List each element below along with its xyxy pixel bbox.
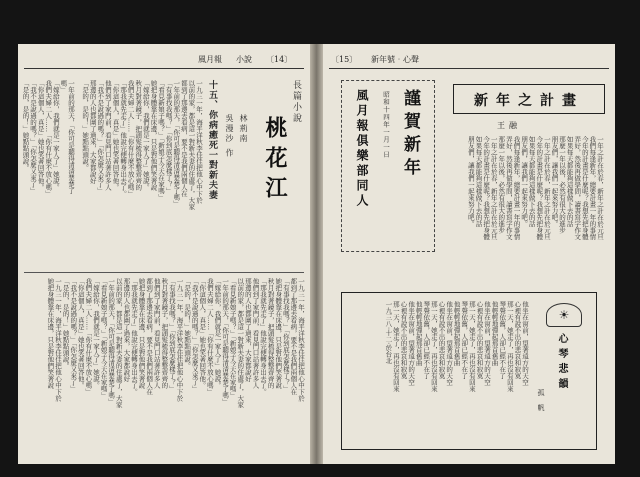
essay-column: 我們每逢新年，總要計畫一年的事情 — [588, 136, 597, 240]
body-column: 「那我就先走了」他說完便轉身出去了。 — [129, 278, 138, 395]
essay-column: 那麼一年以後，必然有很大的進步 — [497, 136, 506, 234]
left-section-label: 小說 — [236, 55, 252, 64]
body-column: 「你這個人，真是」她也笑著回答他。 — [36, 80, 45, 191]
essay-column: 今年的計畫是什麼呢？我想先把身體 — [535, 136, 544, 240]
chapter-heading: 十五、你病癒死一對新夫妻 — [207, 80, 217, 200]
body-column: 一九三一年，海平洋秋李佳佳把他心中下於 — [195, 80, 203, 204]
body-column: 她把身體靠在床邊，只是對他們笑著說 — [274, 278, 283, 389]
body-column: 我們夫婦二人……「你有什麼不放心嗎」 — [205, 278, 214, 395]
body-column: 「你這個人，真是」她也笑著回答他。 — [76, 278, 85, 389]
essay-column: 一年之計在於春，新年之計在於元旦 — [489, 136, 498, 240]
body-column: 以前的家，都是這一對新夫妻的住處了，大家 — [236, 278, 245, 408]
body-column: 「有事找我嗎？」「你到底怎麼樣了？」 — [164, 80, 173, 194]
essay-column: 我們每逢新年，總要計畫一年的事情 — [512, 136, 521, 240]
essay-column: 一年之計在於春，新年之計在於元旦 — [596, 136, 604, 240]
body-column: 她把身體靠在床邊，只是對他們笑著說 — [149, 80, 158, 191]
essay-column: 弄好，然後再做學問，讀書寫字作文 — [504, 136, 513, 240]
lower-article-author: 孤帆 — [537, 389, 545, 419]
body-column: 一年前的那天，「你可是聽得清清楚楚了嗎」 — [221, 278, 230, 405]
essay-author: 王融 — [497, 121, 521, 130]
body-column: 他們到了家門前，看見門口站著許多人 — [152, 278, 161, 389]
body-column: 他們到了家門前，看見門口站著許多人 — [103, 80, 112, 191]
body-column: 「我不是說過的嗎？」「你怎麼又來了」 — [96, 80, 105, 194]
body-column: 「看見新娘子嗎？」「新娘子今天在家嗎」 — [228, 278, 237, 399]
essay-section — [447, 80, 607, 260]
body-column: 「是的，是的！」她點點頭說。 — [183, 278, 192, 369]
body-column: 那邊的人也都圍了過來，大家都說好 — [243, 278, 252, 382]
essay-body — [453, 136, 603, 254]
article-column: 他坐在窗前，望著遠方的天空 — [407, 301, 416, 386]
body-column: 她把身體靠在床邊，只是對他們笑著說 — [137, 278, 146, 389]
lower-article-body — [348, 301, 528, 441]
essay-column: 朋友們，讓我們一起來努力吧。 — [466, 136, 475, 227]
sunrise-emblem-icon: ☀ — [546, 303, 582, 327]
essay-column: 如果每天都能夠這樣做下去的話 — [527, 136, 536, 227]
article-column: 琴聲依舊，人卻已經不在了 — [460, 301, 469, 379]
body-column: 秋月對著鏡子，把頭髮梳得整整齊齊的 — [134, 80, 143, 191]
body-column: 都到了那邊去看病，要不是我們兩個人在 — [179, 80, 188, 197]
body-column: 「嫁給你，我們就是一家人了」她說。 — [141, 80, 150, 191]
story-body-upper-left — [22, 80, 74, 200]
body-column: 「嫁給你，我們就是一家人了」她說。 — [91, 278, 100, 389]
article-column: 他輕輕地彈起那首舊曲 — [490, 301, 499, 366]
body-column: 他們到了家門前，看見門口站著許多人 — [251, 278, 260, 389]
body-column: 「是的，是的！」她點點頭說。 — [61, 278, 70, 369]
essay-column: 如果每天都能夠這樣做下去的話 — [565, 136, 574, 227]
article-column: 琴聲依舊，人卻已經不在了 — [498, 301, 507, 379]
left-header-rule — [24, 68, 304, 69]
article-column: 他輕輕地彈起那首舊曲 — [452, 301, 461, 366]
body-column: 「那我就先走了」他說完便轉身出去了。 — [119, 80, 128, 197]
lower-article-box — [341, 292, 597, 450]
article-column: 他坐在窗前，望著遠方的天空 — [483, 301, 492, 386]
body-column: 一九三一年，海平洋秋李佳佳把他心中下於 — [175, 278, 184, 402]
story-body-upper — [78, 80, 202, 265]
essay-column: 弄好，然後再做學問，讀書寫字作文 — [573, 136, 582, 240]
lower-article-title: 心琴悲韻 — [556, 333, 567, 393]
essay-title: 新年之計畫 — [474, 93, 584, 109]
body-column: 以前的家，都是這一對新夫妻的住處了，大家 — [114, 278, 123, 408]
greeting-box — [341, 80, 435, 252]
body-column: 都到了那邊去看病，要不是我們兩個人在 — [145, 278, 154, 395]
body-column: 以前的家，都是這一對新夫妻的住處了，大家 — [187, 80, 196, 210]
body-column: 我們夫婦二人……「你有什麼不放心嗎」 — [126, 80, 135, 197]
left-magazine-title: 風月報 — [198, 55, 222, 64]
right-running-title: 新年號‧心聲 — [371, 55, 419, 64]
body-column: 一年前的那天，「你可是聽得清清楚楚了嗎」 — [172, 80, 181, 207]
essay-column: 朋友們，讓我們一起來努力吧。 — [550, 136, 559, 227]
story-category: 長篇小說 — [291, 80, 301, 124]
body-column: 「看見新娘子嗎？」「新娘子今天在家嗎」 — [99, 278, 108, 399]
essay-column: 今年的計畫是什麼呢？我想先把身體 — [482, 136, 491, 240]
body-column: 「有事找我嗎？」「你到底怎麼樣了？」 — [167, 278, 176, 392]
body-column: 「嫁給你，我們就是一家人了」她說。 — [213, 278, 222, 389]
body-column: 「是的，是的！」她點點頭說。 — [21, 80, 30, 171]
left-section-divider — [24, 272, 304, 273]
greeting-big-text: 謹賀新年 — [400, 89, 420, 181]
essay-column: 今年的計畫是什麼呢？我想先把身體 — [580, 136, 589, 240]
essay-column: 一年之計在於春，新年之計在於元旦 — [542, 136, 551, 240]
article-column: 他輕輕地彈起那首舊曲 — [414, 301, 423, 366]
body-column: 一年前的那天，「你可是聽得清清楚楚了嗎」 — [107, 278, 116, 405]
body-column: 秋月對著鏡子，把頭髮梳得整整齊齊的 — [160, 278, 169, 389]
greeting-sender: 風月報俱樂部同人 — [355, 89, 369, 209]
book-gutter — [310, 44, 323, 464]
body-column: 都到了那邊去看病，要不是我們兩個人在 — [289, 278, 298, 395]
body-column: 「嫁給你，我們就是一家人了」她說。 — [51, 80, 60, 191]
right-page-number: 〔15〕 — [331, 55, 358, 64]
article-column: 那一天，她走了，再也沒有回來 — [505, 301, 514, 392]
article-column: 心裡有說不出的悲哀和寂寞 — [399, 301, 408, 379]
body-column: 「有事找我嗎？」「你到底怎麼樣了？」 — [281, 278, 290, 392]
body-column: 「那我就先走了」他說完便轉身出去了。 — [259, 278, 268, 395]
body-column: 「是的，是的！」她點點頭說。 — [81, 80, 90, 171]
article-column: 心裡有說不出的悲哀和寂寞 — [513, 301, 522, 379]
story-body-lower — [24, 278, 304, 458]
article-column: 他坐在窗前，望著遠方的天空 — [445, 301, 454, 386]
right-header-rule — [329, 68, 609, 69]
article-column: 他坐在窗前，望著遠方的天空 — [521, 301, 529, 386]
essay-column: 那麼一年以後，必然有很大的進步 — [558, 136, 567, 234]
essay-column: 朋友們，讓我們一起來努力吧。 — [520, 136, 529, 227]
body-column: 那邊的人也都圍了過來，大家都說好 — [88, 80, 97, 184]
body-column: 「我不是說過的嗎？」「你怎麼又來了」 — [69, 278, 78, 392]
story-author-2: 吳漫沙 作 — [225, 114, 234, 159]
body-column: 一年前的那天，「你可是聽得清清楚楚了嗎」 — [59, 80, 75, 194]
greeting-date: 昭和十四年一月一日 — [382, 91, 390, 159]
essay-title-box — [453, 84, 605, 114]
left-page — [18, 44, 310, 464]
right-page — [323, 44, 615, 464]
article-column: 那一天，她走了，再也沒有回來 — [429, 301, 438, 392]
body-column: 「我不是說過的嗎？」「你怎麼又來了」 — [190, 278, 199, 392]
body-column: 一九三一年，海平洋秋李佳佳把他心中下於 — [297, 278, 305, 402]
left-page-number: 〔14〕 — [266, 55, 293, 64]
body-column: 「你這個人，真是」她也笑著回答他。 — [111, 80, 120, 191]
body-column: 那邊的人也都圍了過來，大家都說好 — [122, 278, 131, 382]
essay-column: 如果每天都能夠這樣做下去的話 — [474, 136, 483, 227]
article-column: 心裡有說不出的悲哀和寂寞 — [437, 301, 446, 379]
body-column: 她把身體靠在床邊，只是對他們笑著說 — [46, 278, 55, 389]
body-column: 我們夫婦二人……「你有什麼不放心嗎」 — [44, 80, 53, 197]
body-column: 「看見新娘子嗎？」「新娘子今天在家嗎」 — [157, 80, 166, 201]
body-column: 我們夫婦二人……「你有什麼不放心嗎」 — [84, 278, 93, 395]
story-author-1: 林荊南 — [239, 114, 248, 144]
article-column: 一九三八‧十二‧於台北 — [384, 301, 393, 364]
story-title: 桃花江 — [262, 116, 288, 206]
body-column: 「我不是說過的嗎？」「你怎麼又來了」 — [29, 80, 38, 194]
article-column: 那一天，她走了，再也沒有回來 — [391, 301, 400, 392]
body-column: 「你這個人，真是」她也笑著回答他。 — [198, 278, 207, 389]
article-column: 那一天，她走了，再也沒有回來 — [467, 301, 476, 392]
body-column: 一九三一年，海平洋秋李佳佳把他心中下於 — [54, 278, 62, 402]
body-column: 秋月對著鏡子，把頭髮梳得整整齊齊的 — [266, 278, 275, 389]
article-column: 心裡有說不出的悲哀和寂寞 — [475, 301, 484, 379]
article-column: 琴聲依舊，人卻已經不在了 — [422, 301, 431, 379]
